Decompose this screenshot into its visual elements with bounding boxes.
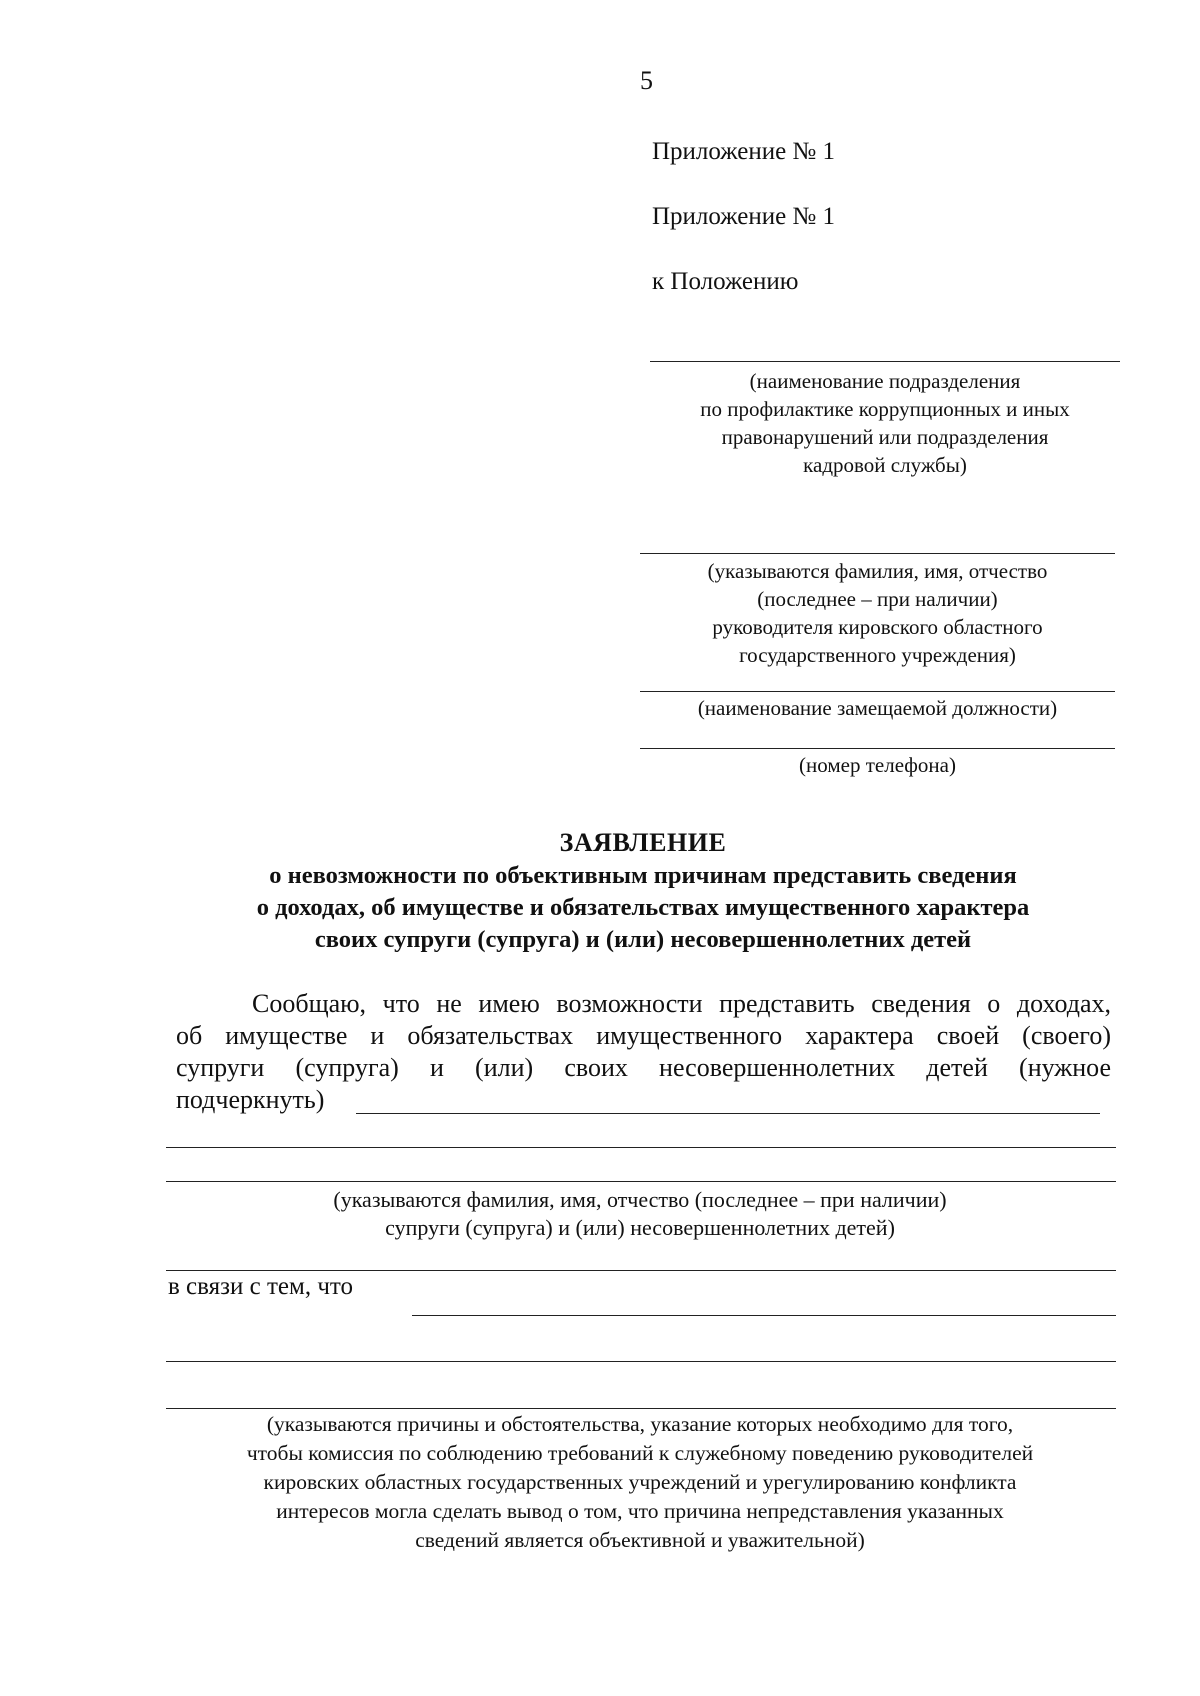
family-caption: (указываются фамилия, имя, отчество (последнее – при наличии) супруги (супруга) и (или) несовершеннолетних детей) [333,1187,947,1240]
appendix-label-repeat: Приложение № 1 [652,203,836,230]
family-line-2[interactable] [166,1181,1116,1182]
position-line[interactable] [640,691,1115,692]
department-line[interactable] [650,361,1120,362]
position-caption: (наименование замещаемой должности) [697,696,1058,720]
reason-line-2[interactable] [166,1361,1116,1362]
department-caption: (наименование подразделения по профилактике коррупционных и иных правонарушений или подразделения кадровой службы) [700,369,1070,477]
document-subtitle: о невозможности по объективным причинам представить сведения о доходах, об имуществе и обязательствах имущественного характера своих супруги (супруга) и (или) несовершеннолетних детей [256,862,1030,953]
regulation-reference: к Положению [652,268,799,295]
phone-caption: (номер телефона) [799,753,956,777]
statement-paragraph: Сообщаю, что не имею возможности представить сведения о доходах, об имуществе и обязательствах имущественного характера своей (своего) супруги (супруга) и (или) своих несовершеннолетних детей (нужное подчеркнуть) [176,989,1111,1114]
underline-field[interactable] [356,1113,1100,1114]
family-line-1[interactable] [166,1147,1116,1148]
appendix-label: Приложение № 1 [652,138,836,165]
page-number: 5 [640,66,653,95]
reason-label: в связи с тем, что [168,1273,353,1300]
reason-line-top[interactable] [166,1270,1116,1271]
reason-line-3[interactable] [166,1408,1116,1409]
name-line[interactable] [640,553,1115,554]
reason-caption: (указываются причины и обстоятельства, указание которых необходимо для того, чтобы комиссия по соблюдению требований к служебному поведению руководителей кировских областных государственных учреждений и урегулированию конфликта интересов могла сделать вывод о том, что причина непредставления указанных сведений является объективной и уважительной) [246,1412,1034,1552]
document-heading: ЗАЯВЛЕНИЕ [559,828,727,857]
phone-line[interactable] [640,748,1115,749]
reason-line-1[interactable] [412,1315,1116,1316]
name-caption: (указываются фамилия, имя, отчество (последнее – при наличии) руководителя кировского областного государственного учреждения) [707,559,1048,667]
